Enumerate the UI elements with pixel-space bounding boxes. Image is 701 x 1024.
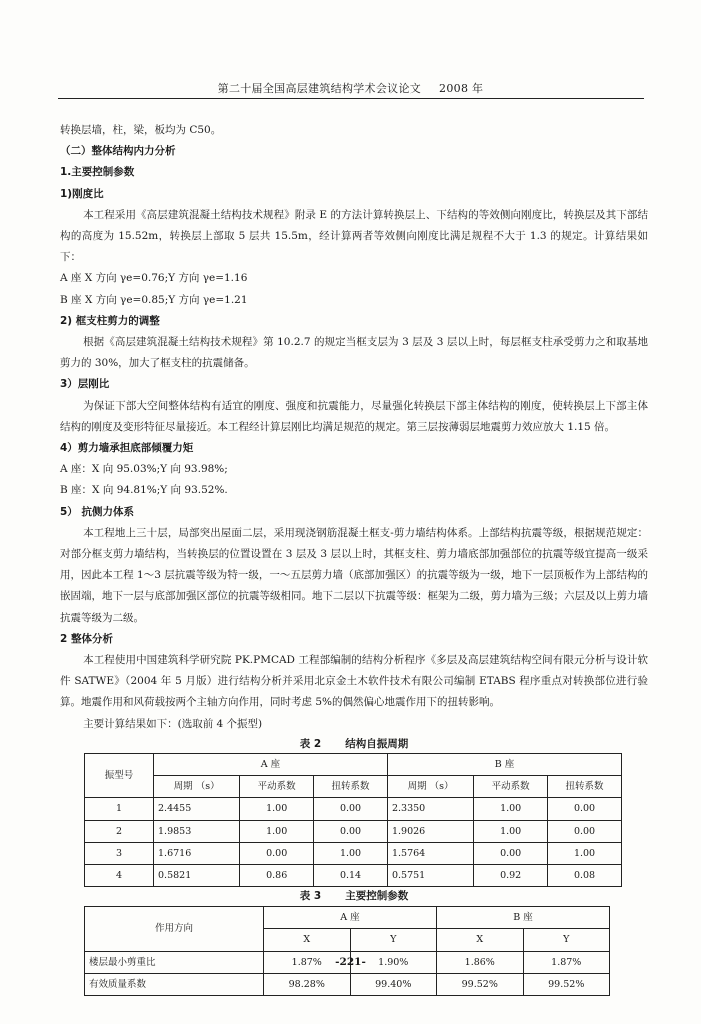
header-cell: 振型号 — [85, 753, 154, 797]
header-cell: A 座 — [264, 907, 437, 929]
table-cell: 0.00 — [314, 798, 388, 820]
table-cell: 0.14 — [314, 864, 388, 886]
vibration-period-table — [84, 753, 622, 887]
header-title: 第二十届全国高层建筑结构学术会议论文 — [217, 82, 422, 95]
result-line: A 座 X 方向 γe=0.76;Y 方向 γe=1.16 — [60, 272, 248, 285]
table-cell: 2.3350 — [387, 798, 473, 820]
table2-caption — [60, 735, 648, 753]
result-line: B 座：X 向 94.81%;Y 向 93.52%. — [60, 484, 228, 497]
header-cell: X — [264, 929, 351, 951]
table-cell: 0.00 — [548, 820, 622, 842]
header-cell: 扭转系数 — [314, 776, 388, 798]
header-cell: B 座 — [387, 753, 621, 775]
table-cell: 1.90% — [350, 951, 437, 973]
result-line: B 座 X 方向 γe=0.85;Y 方向 γe=1.21 — [60, 293, 248, 306]
table-cell: 1.87% — [264, 951, 351, 973]
header-cell: 扭转系数 — [548, 776, 622, 798]
header-cell: 平动系数 — [240, 776, 314, 798]
table-cell: 0.00 — [548, 798, 622, 820]
table-cell: 99.40% — [350, 973, 437, 995]
running-header — [0, 80, 701, 96]
table-cell: 1.9026 — [387, 820, 473, 842]
table-cell: 0.86 — [240, 864, 314, 886]
table-cell: 1.00 — [474, 798, 548, 820]
paragraph: 本工程使用中国建筑科学研究院 PK.PMCAD 工程部编制的结构分析程序《多层及高层建筑结构空间有限元分析与设计软件 SATWE》（2004 年 5 月版）进行结构分析并采用北京金土木软件技术有限公司编制 ETABS 程序重点对转换部位进行验算。地震作用和风荷载按两个主轴方向作用，同时考虑 5%的偶然偏心地震作用下的扭转影响。 — [60, 654, 648, 709]
page-body — [60, 120, 648, 996]
header-rule — [58, 98, 644, 99]
control-parameter-table — [84, 906, 610, 996]
table-cell: 1.00 — [240, 798, 314, 820]
item-heading: 4）剪力墙承担底部倾覆力矩 — [60, 442, 194, 455]
header-year: 2008 年 — [439, 82, 484, 95]
table-cell: 1.6716 — [154, 842, 240, 864]
header-cell: 周期 （s） — [387, 776, 473, 798]
table-cell: 1.5764 — [387, 842, 473, 864]
item-heading: 1)刚度比 — [60, 187, 104, 200]
header-cell: Y — [523, 929, 610, 951]
table-cell: 1.00 — [314, 842, 388, 864]
table-row — [85, 864, 622, 886]
table-cell: 0.00 — [474, 842, 548, 864]
table-row — [85, 820, 622, 842]
paragraph: 为保证下部大空间整体结构有适宜的刚度、强度和抗震能力，尽量强化转换层下部主体结构的刚度，使转换层上下部主体结构的刚度及变形特征尽量接近。本工程经计算层刚比均满足规范的规定。第三层按薄弱层地震剪力效应放大 1.15 倍。 — [60, 399, 648, 433]
header-cell: Y — [350, 929, 437, 951]
paragraph: 根据《高层建筑混凝土结构技术规程》第 10.2.7 的规定当框支层为 3 层及 3 层以上时，每层框支柱承受剪力之和取基地剪力的 30%，加大了框支柱的抗震储备。 — [60, 336, 648, 370]
item-heading: 2) 框支柱剪力的调整 — [60, 314, 160, 327]
row-label: 楼层最小剪重比 — [85, 951, 264, 973]
table-cell: 0.92 — [474, 864, 548, 886]
table-cell: 4 — [85, 864, 154, 886]
item-heading: 5） 抗侧力体系 — [60, 505, 134, 518]
table-cell: 2 — [85, 820, 154, 842]
table-cell: 99.52% — [523, 973, 610, 995]
table3-caption — [60, 887, 648, 905]
subsection-heading: 1.主要控制参数 — [60, 166, 135, 179]
table2-title: 结构自振周期 — [345, 737, 409, 750]
table-cell: 0.5751 — [387, 864, 473, 886]
table-cell: 0.00 — [240, 842, 314, 864]
table-cell: 1.86% — [437, 951, 524, 973]
table-cell: 0.00 — [314, 820, 388, 842]
table-cell: 99.52% — [437, 973, 524, 995]
table-header-row — [85, 907, 610, 929]
table-cell: 98.28% — [264, 973, 351, 995]
table-row — [85, 842, 622, 864]
page-number: -221- — [335, 956, 366, 968]
paragraph: 本工程地上三十层，局部突出屋面二层，采用现浇钢筋混凝土框支-剪力墙结构体系。上部结构抗震等级，根据规范规定：对部分框支剪力墙结构，当转换层的位置设置在 3 层及 3 层以上时，其框支柱、剪力墙底部加强部位的抗震等级宜提高一级采用，因此本工程 1～3 层抗震等级为特一级，一～五层剪力墙（底部加强区）的抗震等级为一级，地下一层顶板作为上部结构的嵌固端，地下一层与底部加强区部位的抗震等级相同。地下二层以下抗震等级：框架为二级，剪力墙为三级；六层及以上剪力墙抗震等级为二级。 — [60, 526, 648, 624]
table-cell: 2.4455 — [154, 798, 240, 820]
header-cell: X — [437, 929, 524, 951]
header-cell: 平动系数 — [474, 776, 548, 798]
table-cell: 1 — [85, 798, 154, 820]
table-cell: 1.87% — [523, 951, 610, 973]
table-cell: 0.5821 — [154, 864, 240, 886]
table-row — [85, 973, 610, 995]
header-cell: 周期 （s） — [154, 776, 240, 798]
table-header-row — [85, 776, 622, 798]
table-cell: 1.00 — [548, 842, 622, 864]
table-cell: 1.9853 — [154, 820, 240, 842]
table3-title: 主要控制参数 — [345, 890, 409, 903]
table-cell: 1.00 — [240, 820, 314, 842]
subsection-heading: 2 整体分析 — [60, 632, 113, 645]
table3-number: 表 3 — [299, 890, 322, 903]
paragraph: 转换层墙，柱，梁，板均为 C50。 — [60, 124, 222, 136]
paragraph: 本工程采用《高层建筑混凝土结构技术规程》附录 E 的方法计算转换层上、下结构的等效侧向刚度比，转换层及其下部结构的高度为 15.52m，转换层上部取 5 层共 15.5m，经计算两者等效侧向刚度比满足规程不大于 1.3 的规定。计算结果如下： — [60, 208, 648, 264]
header-cell: 作用方向 — [85, 907, 264, 951]
table-cell: 3 — [85, 842, 154, 864]
table-header-row — [85, 753, 622, 775]
header-cell: A 座 — [154, 753, 388, 775]
item-heading: 3）层刚比 — [60, 378, 110, 391]
result-line: A 座：X 向 95.03%;Y 向 93.98%; — [60, 463, 228, 476]
paragraph: 主要计算结果如下：(选取前 4 个振型) — [83, 717, 263, 730]
row-label: 有效质量系数 — [85, 973, 264, 995]
table-cell: 0.08 — [548, 864, 622, 886]
header-cell: B 座 — [437, 907, 610, 929]
table-row — [85, 798, 622, 820]
table-cell: 1.00 — [474, 820, 548, 842]
section-heading: （二）整体结构内力分析 — [60, 145, 176, 158]
table2-number: 表 2 — [299, 737, 322, 750]
